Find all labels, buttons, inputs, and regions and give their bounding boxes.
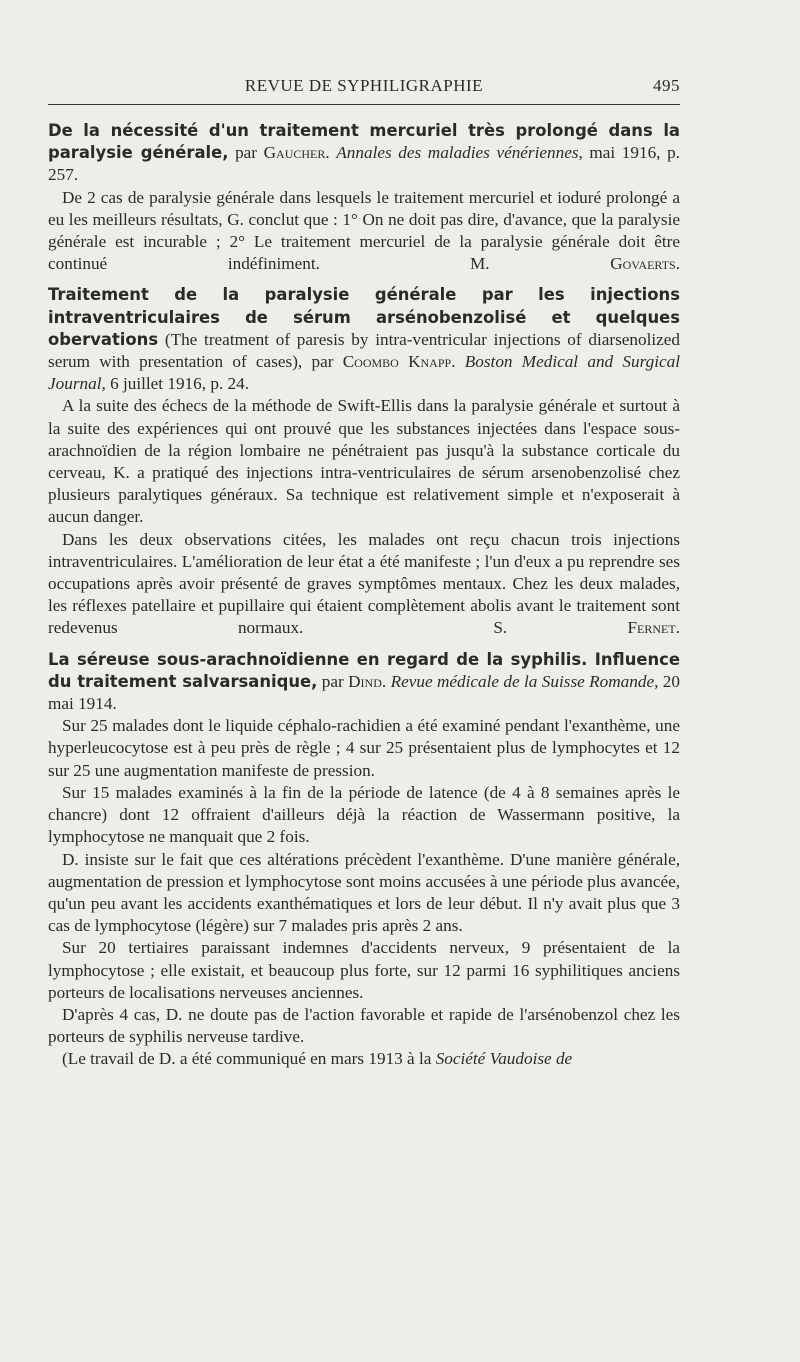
article-3-ref: 20 mai 1914. [48, 671, 680, 714]
article-1-paragraph: De 2 cas de paralysie générale dans lesquels le traitement mercuriel et ioduré prolongé a eu les meilleurs résultats, G. conclut que : 1° On ne doit pas dire, d'avance, que la paralysie générale est incurable ; 2° Le traitement mercuriel de la paralysie générale doit être continué indéfiniment. M. Govaerts. [48, 187, 681, 274]
article-3-society: Société Vaudoise de [435, 1049, 573, 1069]
article-2-journal: Boston Medical and Surgical Journal, [48, 352, 681, 394]
article-3-last-line: (Le travail de D. a été communiqué en mars 1913 à la Société Vaudoise de [62, 1049, 573, 1069]
article-2-signature: S. Fernet. [493, 618, 680, 638]
article-2-subtitle: (The treatment of paresis by intra-ventricular injections of diarsenolized serum with presentation of cases), par [48, 329, 680, 372]
article-2-heading [48, 284, 680, 395]
article-2-ref: 6 juillet 1916, p. 24. [105, 374, 249, 394]
article-3-by: par [317, 671, 349, 691]
article-3-paragraph: Sur 20 tertiaires paraissant indemnes d'accidents nerveux, 9 présentaient de la lymphocytose ; elle existait, et beaucoup plus forte, sur 12 parmi 16 syphilitiques anciens porteurs de localisations nerveuses anciennes. [48, 938, 680, 1002]
article-2-author: Coombo Knapp [342, 352, 452, 372]
article-3-sep: . [381, 671, 391, 691]
article-2-title: Traitement de la paralysie générale par les injections intraventriculaires de sérum arsénobenzolisé et quelques obervations [48, 285, 680, 349]
article-3-journal: Revue médicale de la Suisse Romande, [390, 671, 659, 691]
article-1-signature: M. Govaerts. [469, 254, 681, 274]
article-3-paragraph: D. insiste sur le fait que ces altérations précèdent l'exanthème. D'une manière générale, augmentation de pression et lymphocytose sont moins accusées à une période plus avancée, qu'un peu avant les accidents exanthématiques et lors de leur début. Il n'y avait plus que 3 cas de lymphocytose (légère) sur 7 malades pris après 2 ans. [48, 849, 680, 936]
article-1-author: Gaucher [263, 143, 326, 163]
article-1-heading [48, 120, 680, 187]
article-3-paragraph: D'après 4 cas, D. ne doute pas de l'action favorable et rapide de l'arsénobenzol chez les porteurs de syphilis nerveuse tardive. [48, 1004, 680, 1047]
article-3-paragraph: Sur 25 malades dont le liquide céphalo-rachidien a été examiné pendant l'exanthème, une hyperleucocytose est à peu près de règle ; 4 sur 25 présentaient plus de lymphocytes et 12 sur 25 une augmentation manifeste de pression. [48, 716, 680, 780]
article-3-title: La séreuse sous-arachnoïdienne en regard de la syphilis. Influence du traitement salvarsanique, [48, 649, 680, 691]
journal-title: REVUE DE SYPHILIGRAPHIE [244, 76, 484, 95]
article-1-title: De la nécessité d'un traitement mercuriel très prolongé dans la paralysie générale, [48, 121, 680, 163]
header-rule [48, 104, 680, 105]
running-header [48, 72, 680, 102]
page-number: 495 [653, 76, 680, 95]
article-1-sep: . [325, 143, 337, 163]
article-2-paragraph: A la suite des échecs de la méthode de Swift-Ellis dans la paralysie générale et surtout à la suite des expériences qui ont prouvé que les substances injectées dans l'espace sous-arachnoïdien de la région lombaire ne pénétraient pas jusqu'à la substance corticale du cerveau, K. a pratiqué des injections intra-ventriculaires de sérum arsenobenzolisé chez plusieurs paralytiques généraux. Sa technique est relativement simple et n'exposerait à aucun danger. [48, 396, 680, 527]
article-3-heading [48, 649, 680, 716]
page-body [48, 120, 680, 1071]
article-3-author: Dind [348, 671, 382, 691]
article-2-paragraph: Dans les deux observations citées, les malades ont reçu chacun trois injections intraventriculaires. L'amélioration de leur état a été manifeste ; l'un d'eux a pu reprendre ses occupations après avoir présenté de graves symptômes mentaux. Chez les deux malades, les réflexes patellaire et pupillaire qui étaient complètement abolis avant le traitement sont redevenus normaux. S. Fernet. [48, 529, 680, 638]
article-1-by: par [228, 143, 264, 163]
article-1-journal: Annales des maladies vénériennes, [336, 143, 583, 163]
article-2-sep: . [451, 352, 465, 372]
article-1-ref: mai 1916, p. 257. [48, 143, 680, 185]
article-3-paragraph: Sur 15 malades examinés à la fin de la période de latence (de 4 à 8 semaines après le chancre) dont 12 offraient d'ailleurs déjà la réaction de Wassermann positive, la lymphocytose ne manquait que 2 fois. [48, 782, 680, 847]
